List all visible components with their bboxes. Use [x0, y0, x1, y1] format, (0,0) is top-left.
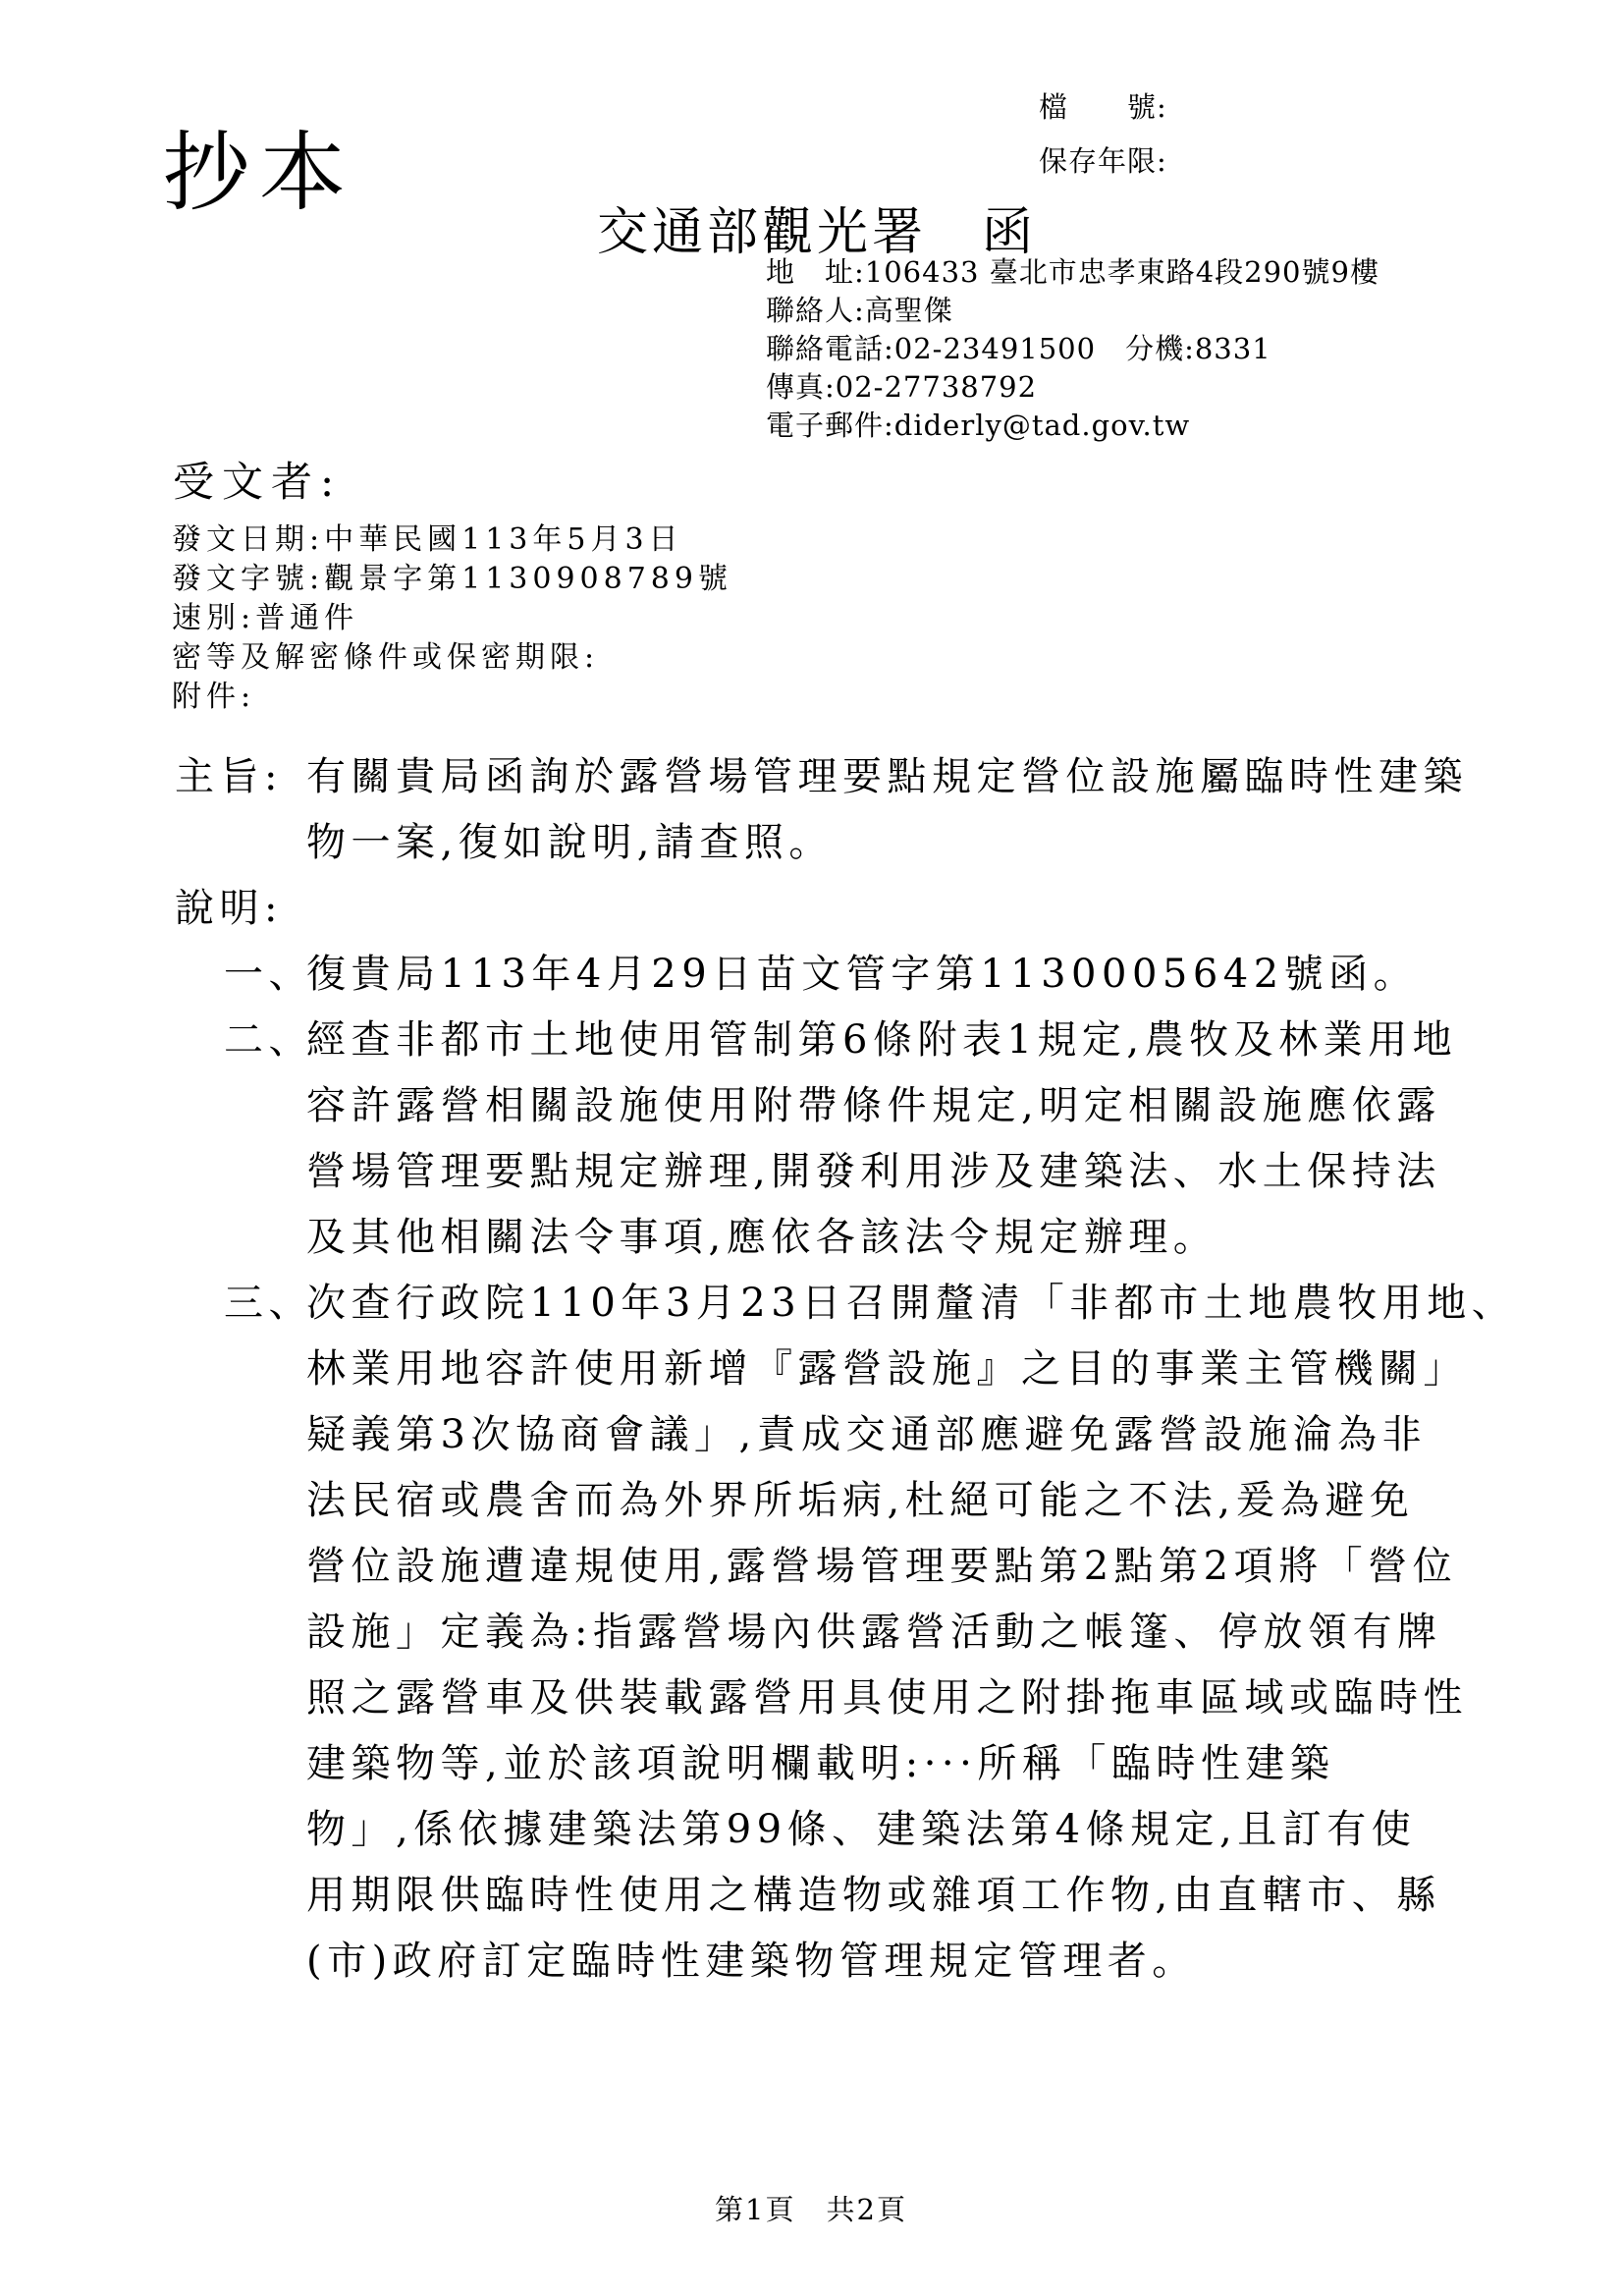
- subject-line: [0, 744, 1622, 810]
- meta-block: [172, 520, 732, 717]
- item-text-line: 林業用地容許使用新增『露營設施』之目的事業主管機關」: [306, 1346, 1468, 1392]
- item-text-line: 設施」定義為:指露營場內供露營活動之帳篷、停放領有牌: [306, 1610, 1442, 1655]
- item-text-line: 及其他相關法令事項,應依各該法令規定辦理。: [306, 1215, 1218, 1260]
- issue-number: 發文字號:觀景字第1130908789號: [172, 562, 732, 596]
- contact-person: 聯絡人:高聖傑: [766, 294, 953, 327]
- item-1-number: 一、: [224, 952, 313, 997]
- item-text-line: 建築物等,並於該項說明欄載明:···所稱「臨時性建築: [306, 1741, 1335, 1786]
- item-text-line: 營場管理要點規定辦理,開發利用涉及建築法、水土保持法: [306, 1149, 1441, 1194]
- subject-label: 主旨:: [175, 754, 283, 799]
- header-right-block: [1039, 81, 1167, 189]
- item-text-line: 照之露營車及供裝載露營用具使用之附掛拖車區域或臨時性: [306, 1675, 1468, 1721]
- security-class: 密等及解密條件或保密期限:: [172, 640, 600, 675]
- item-text-line: 復貴局113年4月29日苗文管字第1130005642號函。: [306, 952, 1419, 997]
- item-line: [0, 942, 1622, 1008]
- contact-phone: 聯絡電話:02-23491500 分機:8331: [766, 332, 1271, 365]
- contact-fax: 傳真:02-27738792: [766, 370, 1038, 404]
- attachment-label: 附件:: [172, 680, 256, 714]
- item-text-line: 營位設施遭違規使用,露營場管理要點第2點第2項將「營位: [306, 1544, 1458, 1589]
- contact-block: [766, 253, 1379, 445]
- subject-text-line: 物一案,復如說明,請查照。: [306, 820, 834, 865]
- item-text-line: 物」,係依據建築法第99條、建築法第4條規定,且訂有使: [306, 1807, 1417, 1852]
- item-2-number: 二、: [224, 1017, 313, 1063]
- contact-email: 電子郵件:diderly@tad.gov.tw: [766, 409, 1191, 442]
- file-number-label: 檔 號:: [1039, 90, 1167, 124]
- subject-text-line: 有關貴局函詢於露營場管理要點規定營位設施屬臨時性建築: [306, 754, 1468, 799]
- item-text-line: 用期限供臨時性使用之構造物或雜項工作物,由直轄市、縣: [306, 1873, 1441, 1918]
- item-text-line: 法民宿或農舍而為外界所垢病,杜絕可能之不法,爰為避免: [306, 1478, 1415, 1523]
- item-text-line: 次查行政院110年3月23日召開釐清「非都市土地農牧用地、: [306, 1281, 1517, 1326]
- item-3-number: 三、: [224, 1281, 313, 1326]
- retention-period-label: 保存年限:: [1039, 144, 1167, 178]
- issue-date: 發文日期:中華民國113年5月3日: [172, 522, 683, 557]
- item-line: [0, 1008, 1622, 1073]
- item-text-line: 經查非都市土地使用管制第6條附表1規定,農牧及林業用地: [306, 1017, 1458, 1063]
- page-number-indicator: 第1頁 共2頁: [715, 2193, 907, 2226]
- recipient-label: 受文者:: [173, 458, 343, 506]
- speed-class: 速別:普通件: [172, 601, 359, 635]
- item-text-line: 容許露營相關設施使用附帶條件規定,明定相關設施應依露: [306, 1083, 1441, 1128]
- item-text-line: (市)政府訂定臨時性建築物管理規定管理者。: [306, 1939, 1197, 1984]
- item-line: [0, 1271, 1622, 1337]
- explanation-label: 說明:: [175, 886, 283, 931]
- item-text-line: 疑義第3次協商會議」,責成交通部應避免露營設施淪為非: [306, 1412, 1428, 1457]
- document-title: 交通部觀光署 函: [597, 203, 1038, 262]
- contact-address: 地 址:106433 臺北市忠孝東路4段290號9樓: [766, 255, 1379, 289]
- copy-stamp: 抄本: [163, 122, 356, 223]
- body-text: [0, 744, 1622, 1995]
